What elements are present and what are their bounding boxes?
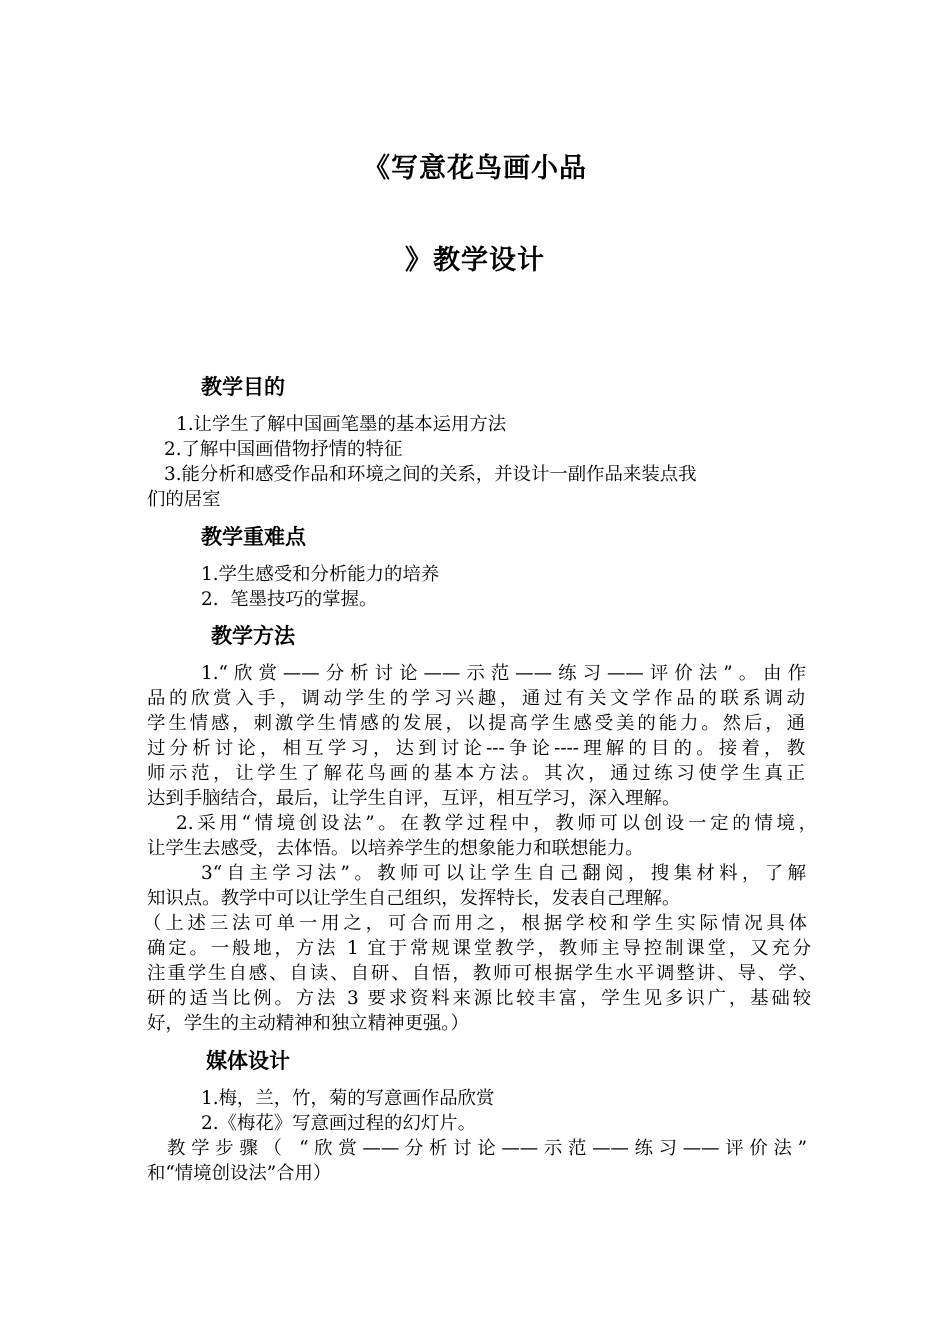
method-line-7: 2.采用“情境创设法”。在教学过程中，教师可以创设一定的情境， [176, 813, 817, 834]
media-item-1: 1.梅，兰，竹，菊的写意画作品欣赏 [201, 1088, 495, 1109]
steps-line-1: 教学步骤（ “欣赏——分析讨论——示范——练习——评价法” [167, 1138, 807, 1159]
goal-item-3: 3.能分析和感受作品和环境之间的关系，并设计一副作品来装点我 [164, 464, 697, 485]
section-heading-goals: 教学目的 [201, 375, 285, 399]
method-line-10: 知识点。教学中可以让学生自己组织，发挥特长，发表自己理解。 [147, 888, 681, 909]
document-title-line-1: 《写意花鸟画小品 [363, 153, 587, 184]
document-title-line-2: 》教学设计 [405, 245, 545, 276]
method-line-6: 达到手脑结合，最后，让学生自评，互评，相互学习，深入理解。 [147, 788, 681, 809]
method-line-15: 好，学生的主动精神和独立精神更强。） [147, 1013, 469, 1034]
key-point-item-1: 1.学生感受和分析能力的培养 [201, 564, 440, 585]
method-line-8: 让学生去感受，去体悟。以培养学生的想象能力和联想能力。 [147, 838, 644, 859]
method-line-2: 品的欣赏入手，调动学生的学习兴趣，通过有关文学作品的联系调动 [147, 688, 805, 709]
goal-item-2: 2.了解中国画借物抒情的特征 [164, 439, 403, 460]
method-line-13: 注重学生自感、自读、自研、自悟，教师可根据学生水平调整讲、导、学、 [147, 963, 817, 984]
method-line-11: （上述三法可单一用之，可合而用之，根据学校和学生实际情况具体 [143, 913, 807, 934]
section-heading-methods: 教学方法 [211, 624, 295, 648]
section-heading-media: 媒体设计 [206, 1049, 290, 1073]
method-line-12: 确定。一般地，方法 1 宜于常规课堂教学，教师主导控制课堂，又充分 [147, 938, 811, 959]
method-line-9: 3“自主学习法”。教师可以让学生自己翻阅，搜集材料，了解 [201, 863, 806, 884]
method-line-4: 过分析讨论，相互学习，达到讨论---争论----理解的目的。接着，教 [147, 738, 805, 759]
method-line-1: 1.“欣赏——分析讨论——示范——练习——评价法”。由作 [201, 663, 806, 684]
section-heading-key-points: 教学重难点 [201, 525, 306, 549]
steps-line-2: 和“情境创设法”合用） [147, 1163, 332, 1184]
goal-item-3-cont: 们的居室 [147, 489, 221, 510]
method-line-5: 师示范，让学生了解花鸟画的基本方法。其次，通过练习使学生真正 [147, 763, 805, 784]
method-line-14: 研的适当比例。方法 3 要求资料来源比较丰富，学生见多识广，基础较 [147, 988, 811, 1009]
media-item-2: 2.《梅花》写意画过程的幻灯片。 [201, 1113, 477, 1134]
goal-item-1: 1.让学生了解中国画笔墨的基本运用方法 [176, 414, 507, 435]
key-point-item-2: 2. 笔墨技巧的掌握。 [201, 589, 378, 610]
method-line-3: 学生情感，刺激学生情感的发展，以提高学生感受美的能力。然后，通 [147, 713, 805, 734]
